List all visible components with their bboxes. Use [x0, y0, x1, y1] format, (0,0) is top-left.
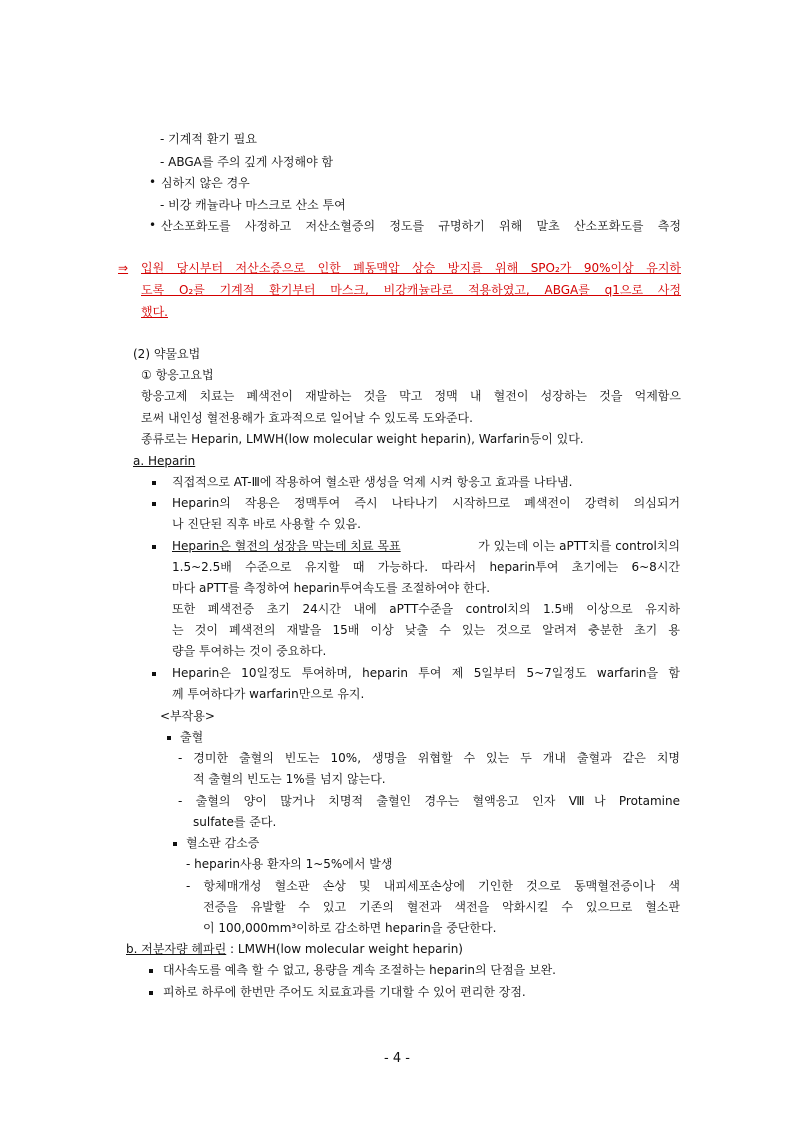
lmwh-title	[126, 941, 463, 957]
square-bullet-icon	[173, 835, 177, 851]
list-item: sulfate를 준다.	[193, 815, 277, 829]
section-heading: (2) 약물요법	[133, 347, 201, 361]
square-bullet-icon	[152, 665, 156, 681]
list-item: 혈소판 감소증	[186, 836, 260, 850]
list-item: 나 진단된 직후 바로 사용할 수 있음.	[172, 517, 361, 531]
list-item: 출혈	[180, 730, 204, 744]
note-line: 도록 O₂를 기계적 환기부터 마스크, 비강캐뉼라로 적용하였고, ABGA를 q1으로 사정	[141, 283, 681, 297]
arrow-icon: ⇒	[118, 261, 129, 275]
bullet-dot-icon: •	[149, 175, 157, 189]
list-item: - 항체매개성 혈소판 손상 및 내피세포손상에 기인한 것으로 동맥혈전증이나 색	[186, 879, 680, 893]
square-bullet-icon	[152, 495, 156, 511]
list-item: 직접적으로 AT-Ⅲ에 작용하여 혈소판 생성을 억제 시켜 항응고 효과를 나타냄.	[172, 475, 573, 489]
list-item: Heparin의 작용은 정맥투여 즉시 나타나기 시작하므로 폐색전이 강력히 의심되거	[172, 496, 680, 510]
list-item-text: 가 있는데 이는 aPTT치를 control치의	[478, 539, 680, 553]
list-item: - ABGA를 주의 깊게 사정해야 함	[160, 155, 334, 169]
list-item: 는 것이 폐색전의 재발을 15배 이상 낮출 수 있는 것으로 알려져 충분한 초기 용	[172, 623, 680, 637]
list-item: 이 100,000mm³이하로 감소하면 heparin을 중단한다.	[203, 921, 497, 935]
heparin-title: a. Heparin	[133, 454, 196, 468]
lmwh-title-text: b. 저분자량 헤파린	[126, 942, 227, 956]
list-item: 께 투여하다가 warfarin만으로 유지.	[172, 687, 365, 701]
list-item: 산소포화도를 사정하고 저산소혈증의 정도를 규명하기 위해 말초 산소포화도를 측정	[161, 219, 681, 233]
square-bullet-icon	[149, 962, 153, 978]
list-item	[172, 538, 680, 554]
list-item: 량을 투여하는 것이 중요하다.	[172, 644, 327, 658]
list-item: 마다 aPTT를 측정하여 heparin투여속도를 조절하여야 한다.	[172, 581, 491, 595]
list-item: Heparin은 10일정도 투여하며, heparin 투여 제 5일부터 5~7일정도 warfarin을 함	[172, 666, 680, 680]
emphasis-text: Heparin은 혈전의 성장을 막는데 치료 목표	[172, 539, 401, 553]
paragraph-line: 로써 내인성 혈전용해가 효과적으로 일어날 수 있도록 도와준다.	[141, 411, 473, 425]
list-item: 심하지 않은 경우	[161, 176, 250, 190]
side-effects-title: <부작용>	[160, 709, 215, 723]
square-bullet-icon	[152, 538, 156, 554]
page-number: - 4 -	[384, 1051, 410, 1066]
list-item: 피하로 하루에 한번만 주어도 치료효과를 기대할 수 있어 편리한 장점.	[163, 985, 526, 999]
list-item: - 경미한 출혈의 빈도는 10%, 생명을 위협할 수 있는 두 개내 출혈과 같은 치명	[178, 751, 680, 765]
list-item: 대사속도를 예측 할 수 없고, 용량을 계속 조절하는 heparin의 단점을 보완.	[163, 963, 556, 977]
list-item: - 출혈의 양이 많거나 치명적 출혈인 경우는 혈액응고 인자 Ⅷ나 Protamine	[178, 794, 680, 808]
lmwh-title-rest: : LMWH(low molecular weight heparin)	[230, 942, 463, 956]
list-item: 적 출혈의 빈도는 1%를 넘지 않는다.	[193, 772, 386, 786]
list-item: - heparin사용 환자의 1~5%에서 발생	[186, 857, 393, 871]
note-line: 입원 당시부터 저산소증으로 인한 폐동맥압 상승 방지를 위해 SPO₂가 90%이상 유지하	[141, 261, 681, 275]
square-bullet-icon	[167, 729, 171, 745]
square-bullet-icon	[149, 984, 153, 1000]
list-item: - 기계적 환기 필요	[160, 132, 257, 146]
square-bullet-icon	[152, 474, 156, 490]
paragraph-line: 항응고제 치료는 폐색전이 재발하는 것을 막고 정맥 내 혈전이 성장하는 것을 억제함으	[141, 389, 681, 403]
list-item: 1.5~2.5배 수준으로 유지할 때 가능하다. 따라서 heparin투여 초기에는 6~8시간	[172, 560, 680, 574]
note-line: 했다.	[141, 305, 168, 319]
list-item: 또한 폐색전증 초기 24시간 내에 aPTT수준을 control치의 1.5배 이상으로 유지하	[172, 602, 680, 616]
list-item: - 비강 캐뉼라나 마스크로 산소 투여	[160, 198, 346, 212]
bullet-dot-icon: •	[149, 218, 157, 232]
paragraph-line: 종류로는 Heparin, LMWH(low molecular weight heparin), Warfarin등이 있다.	[141, 432, 584, 446]
subsection-heading: ① 항응고요법	[141, 368, 214, 382]
list-item: 전증을 유발할 수 있고 기존의 혈전과 색전을 악화시킬 수 있으므로 혈소판	[203, 900, 680, 914]
